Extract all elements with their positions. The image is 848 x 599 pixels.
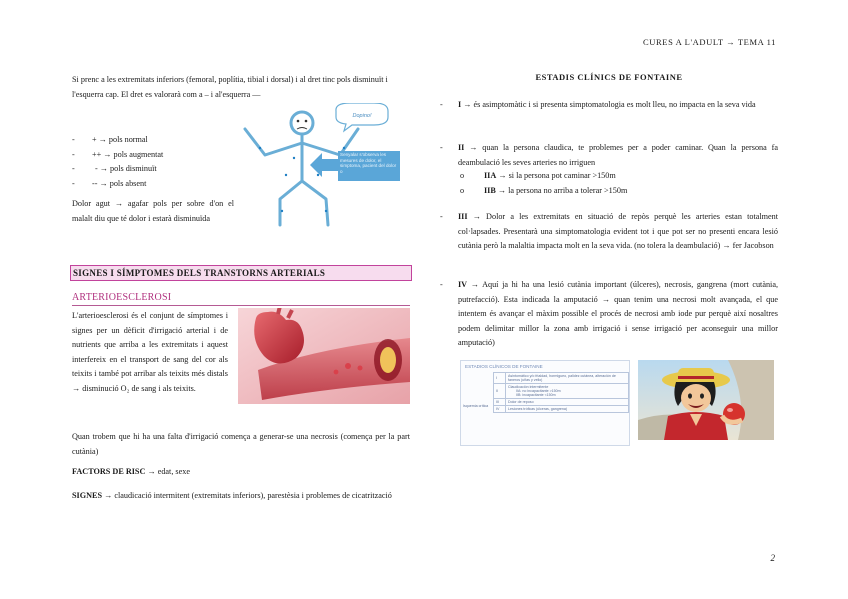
stage-IV-item: - IV → Aquí ja hi ha una lesió cutània important (úlceres), necrosis, gangrena (mort cutània, putrefacció). Esta indicada la amputació → quan tenim una necrosi molt avançada, el que intentem és avançar el màxim possible el procés de necrosi amb iode pur perquè així nosaltres podem delimitar millor la zona amb irrigació i sense irrigació per aconseguir una millor amputació) [440,280,779,348]
artery-illustration [238,308,410,404]
section-title: SIGNES I SÍMPTOMES DELS TRANSTORNS ARTERIALS [70,265,412,281]
necrosis-paragraph: Quan trobem que hi ha una falta d'irrigació comença a generar-se una necrosis (comença per la part cutània) [72,432,410,456]
list-item: - + → pols normal [72,135,148,144]
list-item: o IIB → la persona no arriba a tolerar >150m [460,185,628,195]
running-header: CURES A L'ADULT → TEMA 11 [643,37,776,47]
anime-character-image [638,360,774,440]
stage-III-item: - III → Dolor a les extremitats en situació de repòs perquè les arteries estan totalment col·lapsades. Presentarà una simptomatologia evident tot i que pot ser no presenti encara lesió cutània però la malaltia impacta molt en la seva vida. (no tolera la deambulació) → fer Jacobson [440,212,778,251]
list-item: o IIA → si la persona pot caminar >150m [460,171,616,180]
fontaine-table-image: ESTADIOS CLÍNICOS DE FONTAINE I Asintomático y/o frialdad, hormigueo, palidez cutánea, alteración de faneros (uñas y vello) II Claudicación intermitente IIA: no incapacitante >150m IIB: incapacitante <150m Isquemia crítica III Dolor de reposo IV Lesiones tróficas (úlceras, gangrena) [460,360,630,446]
risk-text: → edat, sexe [147,467,190,476]
subsection-title: ARTERIOESCLEROSI [72,292,172,303]
pulse-list [72,133,237,191]
stage-I-item: - I → és asimptomàtic i si presenta simptomatologia es molt lleu, no impacta en la seva vida [440,100,756,109]
risk-factors-line [72,465,410,480]
stage-II-sublist [440,169,778,198]
page-number: 2 [770,553,775,563]
pain-figure-illustration [240,103,410,228]
intro-paragraph: Si prenc a les extremitats inferiors (femoral, poplítia, tibial i dorsal) i al dret tinc pols disminuït i l'esquerra cap. El dret es valorarà com a – i al'esquerra — [72,75,388,99]
signs-text: → claudicació intermitent (extremitats inferiors), parestèsia i problemes de cicatrització [104,491,392,500]
subsection-underline [72,305,410,306]
speech-bubble-text: Dopino! [352,113,372,119]
list-item: - -- → pols absent [72,178,147,188]
table-title: ESTADIOS CLÍNICOS DE FONTAINE [465,364,543,369]
stage-II-item: - II → quan la persona claudica, te problemes per a poder caminar. Quan la persona fa deambulació les seves arteries no irriguen [440,143,778,167]
risk-label: FACTORS DE RISC [72,467,146,476]
arterio-paragraph: L'arterioesclerosi és el conjunt de símptomes i signes per un dèficit d'irrigació arterial i de nutrients que arriba a les extremitats i aquest interfereix en el transport de sang del cor als teixits i també pot arribar als teixits més distals → disminució O₂ de sang i als teixits. [72,311,228,393]
signs-label: SIGNES [72,491,103,500]
signs-line [72,489,410,504]
list-item: - - → pols disminuït [72,164,157,174]
acute-pain-paragraph: Dolor agut → agafar pols per sobre d'on el malalt diu que té dolor i estarà disminuïda [72,199,234,223]
figure-label-text: Senyalar s'observa les mesures de dolor, el simptoma, pacient del dolor o [340,152,397,174]
list-item: - ++ → pols augmentat [72,149,164,159]
fontaine-title: ESTADIS CLÍNICS DE FONTAINE [535,72,683,82]
